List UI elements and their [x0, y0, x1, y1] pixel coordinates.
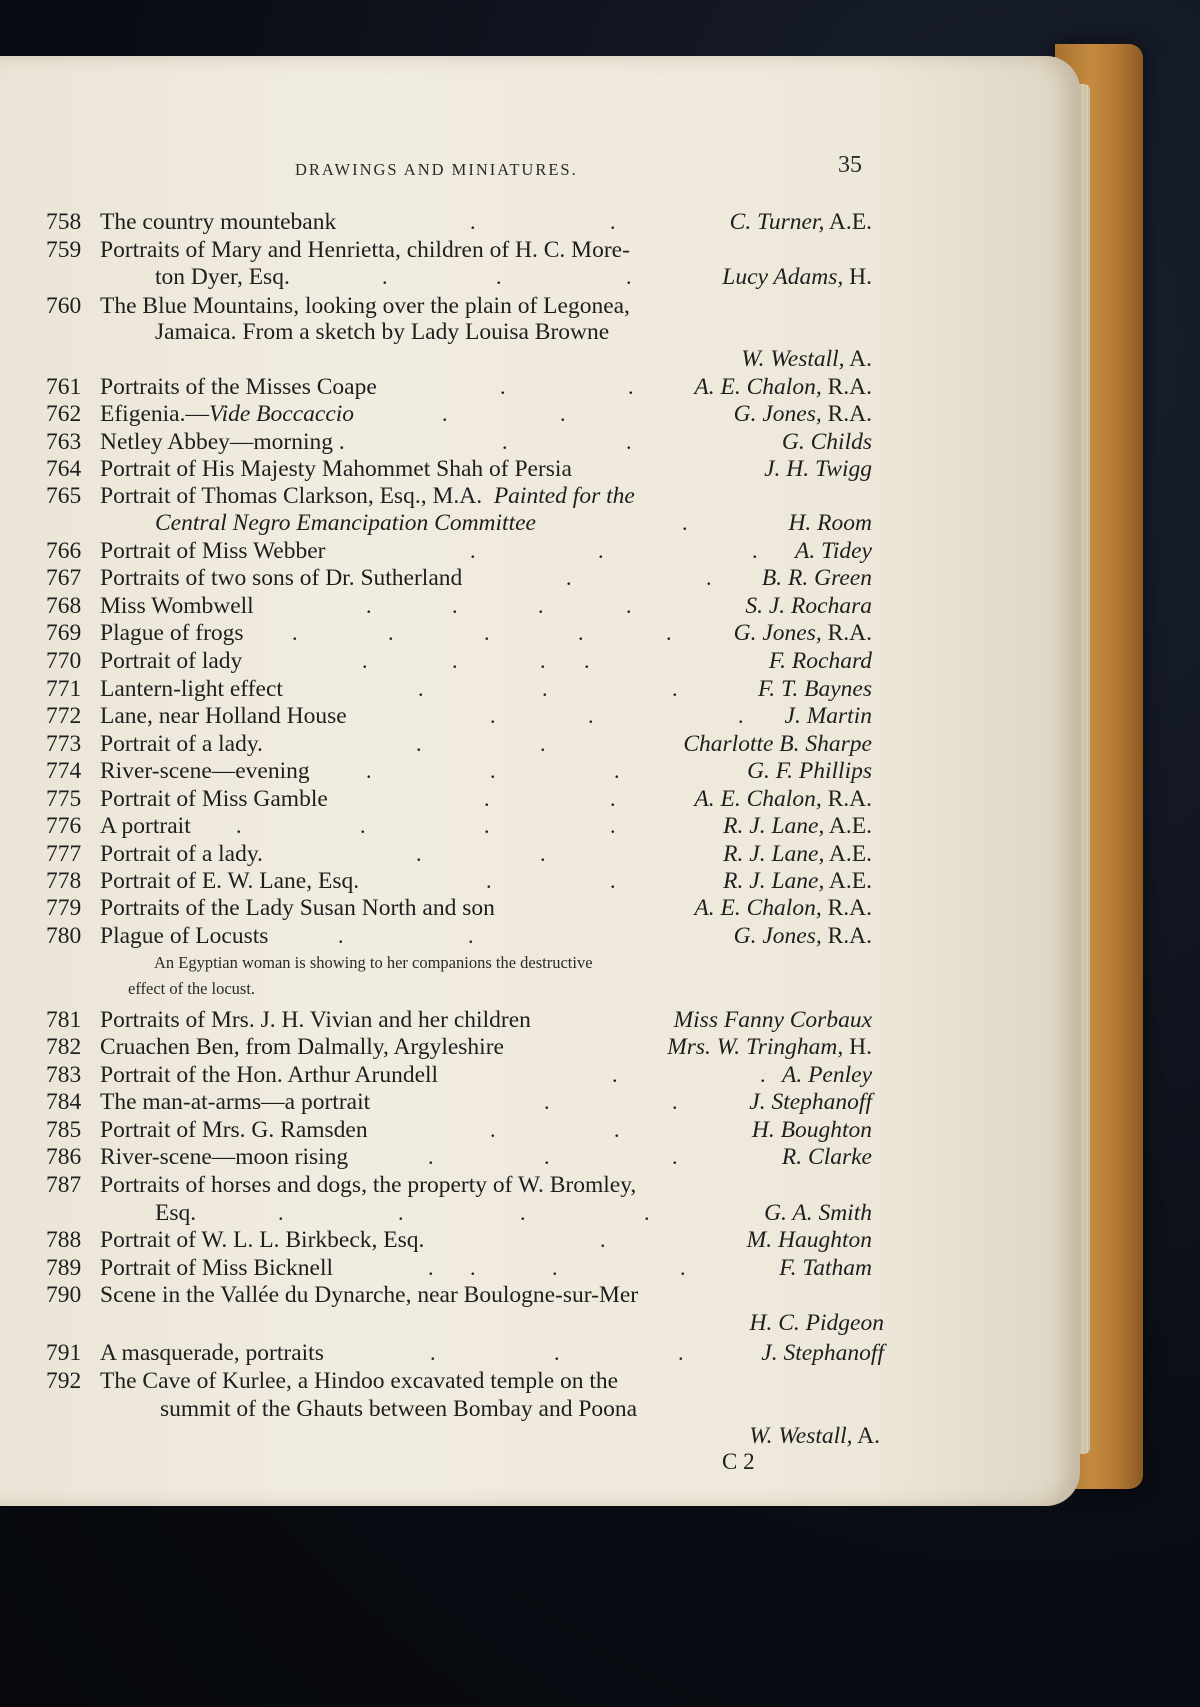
entry-artist: J. H. Twigg — [764, 456, 872, 482]
entry-title-continued: Central Negro Emancipation Committee — [155, 510, 536, 536]
entry-continuation: Esq. . . . . G. A. Smith — [155, 1200, 872, 1226]
entry-artist-line — [0, 1308, 1080, 1338]
catalogue-entry: 773 Portrait of a lady. . . Charlotte B. Sharpe — [46, 731, 872, 757]
catalogue-entry — [0, 235, 1080, 265]
entry-artist: Lucy Adams, H. — [722, 264, 872, 290]
entry-title: Portrait of Miss Webber — [100, 538, 326, 564]
entry-artist: R. J. Lane, A.E. — [723, 841, 872, 867]
entry-title: Portrait of W. L. L. Birkbeck, Esq. — [100, 1227, 425, 1253]
entry-number: 761 — [46, 374, 82, 400]
catalogue-entry: 774 River-scene—evening . . . G. F. Phillips — [46, 758, 872, 784]
signature-mark: C 2 — [722, 1449, 755, 1474]
entry-title: Portrait of the Hon. Arthur Arundell — [100, 1062, 439, 1088]
entry-title: Portrait of Miss Bicknell — [100, 1255, 334, 1281]
entry-number: 783 — [46, 1062, 82, 1088]
entry-title: Portrait of Thomas Clarkson, Esq., M.A. Painted for the — [100, 483, 635, 509]
catalogue-entry: 771 Lantern-light effect . . . F. T. Baynes — [46, 676, 872, 702]
page-number: 35 — [838, 152, 862, 178]
entry-title: The country mountebank — [100, 209, 337, 235]
entry-title: Lane, near Holland House — [100, 703, 347, 729]
catalogue-entry: 775 Portrait of Miss Gamble . . A. E. Chalon, R.A. — [46, 786, 872, 812]
entry-number: 766 — [46, 538, 82, 564]
entry-artist: A. Tidey — [794, 538, 872, 564]
catalogue-entry — [0, 1280, 1080, 1310]
entry-continuation — [0, 317, 1080, 347]
entry-number: 785 — [46, 1117, 82, 1143]
entry-artist: M. Haughton — [746, 1227, 872, 1253]
entry-number: 760 — [46, 293, 82, 319]
entry-artist: S. J. Rochara — [745, 593, 872, 619]
entry-artist-line — [0, 1421, 1080, 1451]
catalogue-entry: 777 Portrait of a lady. . . R. J. Lane, A.E. — [46, 841, 872, 867]
catalogue-entry — [0, 454, 1080, 484]
entry-title: Portraits of Mrs. J. H. Vivian and her children — [100, 1007, 531, 1033]
catalogue-entry: 770 Portrait of lady . . . . F. Rochard — [46, 648, 872, 674]
entry-title: River-scene—evening — [100, 758, 310, 784]
entry-title: Lantern-light effect — [100, 676, 283, 702]
entry-title: Miss Wombwell — [100, 593, 254, 619]
entry-title: Portrait of a lady. — [100, 841, 263, 867]
entry-artist: H. Boughton — [751, 1117, 872, 1143]
entry-artist: F. Rochard — [768, 648, 872, 674]
catalogue-entry: 778 Portrait of E. W. Lane, Esq. . . R. J. Lane, A.E. — [46, 868, 872, 894]
entry-number: 792 — [46, 1368, 82, 1394]
entry-title: Portraits of horses and dogs, the property of W. Bromley, — [100, 1172, 637, 1198]
entry-number: 789 — [46, 1255, 82, 1281]
entry-artist: G. Jones, R.A. — [733, 923, 872, 949]
entry-title: Portraits of two sons of Dr. Sutherland — [100, 565, 463, 591]
entry-artist: G. F. Phillips — [747, 758, 872, 784]
entry-artist: A. E. Chalon, R.A. — [694, 895, 872, 921]
catalogue-entry: 785 Portrait of Mrs. G. Ramsden . . H. Boughton — [46, 1117, 872, 1143]
entry-artist: Mrs. W. Tringham, H. — [667, 1034, 872, 1060]
entry-number: 778 — [46, 868, 82, 894]
entry-artist: H. C. Pidgeon — [749, 1310, 884, 1336]
entry-artist: A. E. Chalon, R.A. — [694, 786, 872, 812]
entry-artist: R. Clarke — [781, 1144, 872, 1170]
entry-note-line: An Egyptian woman is showing to her companions the destructive — [154, 953, 593, 972]
entry-number: 788 — [46, 1227, 82, 1253]
running-head: DRAWINGS AND MINIATURES. — [295, 160, 578, 179]
entry-number: 782 — [46, 1034, 82, 1060]
entry-title: Plague of frogs — [100, 620, 244, 646]
entry-title: Portraits of Mary and Henrietta, children of H. C. More- — [100, 237, 630, 263]
entry-number: 771 — [46, 676, 82, 702]
entry-title: A masquerade, portraits — [100, 1340, 324, 1366]
entry-number: 786 — [46, 1144, 82, 1170]
entry-number: 774 — [46, 758, 82, 784]
catalogue-entry: 789 Portrait of Miss Bicknell . . . . F. Tatham — [46, 1255, 872, 1281]
entry-number: 773 — [46, 731, 82, 757]
entry-title: Efigenia.—Vide Boccaccio — [100, 401, 355, 427]
entry-number: 769 — [46, 620, 82, 646]
entry-title: Portraits of the Lady Susan North and son — [100, 895, 495, 921]
entry-title-continued: Esq. — [155, 1200, 197, 1226]
entry-number: 767 — [46, 565, 82, 591]
entry-number: 765 — [46, 483, 82, 509]
entry-title-continued: Jamaica. From a sketch by Lady Louisa Browne — [155, 319, 610, 345]
entry-title: The Cave of Kurlee, a Hindoo excavated temple on the — [100, 1368, 619, 1394]
catalogue-entry: 791 A masquerade, portraits . . . J. Stephanoff — [46, 1340, 884, 1366]
entry-artist: Miss Fanny Corbaux — [673, 1007, 872, 1033]
entry-artist: F. Tatham — [779, 1255, 872, 1281]
catalogue-entry — [0, 1005, 1080, 1035]
entry-number: 772 — [46, 703, 82, 729]
entry-number: 779 — [46, 895, 82, 921]
catalogue-entry: 767 Portraits of two sons of Dr. Sutherland . . B. R. Green — [46, 565, 872, 591]
catalogue-entry: 783 Portrait of the Hon. Arthur Arundell . . A. Penley — [46, 1062, 872, 1088]
entry-title: Scene in the Vallée du Dynarche, near Boulogne-sur-Mer — [100, 1282, 639, 1308]
entry-artist: H. Room — [788, 510, 872, 536]
catalogue-entry: 786 River-scene—moon rising . . . R. Clarke — [46, 1144, 872, 1170]
entry-title: Plague of Locusts — [100, 923, 269, 949]
entry-title: The Blue Mountains, looking over the plain of Legonea, — [100, 293, 630, 319]
entry-artist: W. Westall, A. — [741, 346, 872, 372]
entry-title: Portrait of Miss Gamble — [100, 786, 328, 812]
entry-artist: C. Turner, A.E. — [729, 209, 872, 235]
entry-title: Portrait of Mrs. G. Ramsden — [100, 1117, 368, 1143]
catalogue-entry: 772 Lane, near Holland House . . . J. Martin — [46, 703, 872, 729]
catalogue-entry: 776 A portrait . . . . R. J. Lane, A.E. — [46, 813, 872, 839]
entry-number: 763 — [46, 429, 82, 455]
entry-number: 780 — [46, 923, 82, 949]
entry-artist: G. Jones, R.A. — [733, 620, 872, 646]
entry-artist: R. J. Lane, A.E. — [723, 813, 872, 839]
entry-title-continued: ton Dyer, Esq. — [155, 264, 290, 290]
entry-title: Cruachen Ben, from Dalmally, Argyleshire — [100, 1034, 504, 1060]
entry-artist: R. J. Lane, A.E. — [723, 868, 872, 894]
entry-continuation: Central Negro Emancipation Committee . H. Room — [155, 510, 872, 536]
catalogue-entry: 766 Portrait of Miss Webber . . . A. Tidey — [46, 538, 872, 564]
entry-artist: G. Childs — [781, 429, 872, 455]
entry-number: 776 — [46, 813, 82, 839]
entry-artist: J. Stephanoff — [749, 1089, 872, 1115]
entry-title: Portraits of the Misses Coape — [100, 374, 377, 400]
entry-title: The man-at-arms—a portrait — [100, 1089, 371, 1115]
catalogue-entry: 768 Miss Wombwell . . . . S. J. Rochara — [46, 593, 872, 619]
entry-artist-line — [0, 344, 1080, 374]
entry-artist: F. T. Baynes — [757, 676, 872, 702]
catalogue-entry: 788 Portrait of W. L. L. Birkbeck, Esq. . M. Haughton — [46, 1227, 872, 1253]
entry-artist: J. Stephanoff — [761, 1340, 884, 1366]
entry-title: Portrait of a lady. — [100, 731, 263, 757]
entry-number: 775 — [46, 786, 82, 812]
entry-title: A portrait — [100, 813, 191, 839]
entry-number: 787 — [46, 1172, 82, 1198]
catalogue-entry: 769 Plague of frogs . . . . . G. Jones, R.A. — [46, 620, 872, 646]
entry-title-continued: summit of the Ghauts between Bombay and Poona — [160, 1396, 638, 1422]
catalogue-entry — [0, 1366, 1080, 1396]
entry-note-line: effect of the locust. — [128, 979, 256, 998]
entry-number: 759 — [46, 237, 82, 263]
catalogue-entry: 784 The man-at-arms—a portrait . . J. Stephanoff — [46, 1089, 872, 1115]
entry-title: River-scene—moon rising — [100, 1144, 349, 1170]
catalogue-entry — [0, 481, 1080, 511]
catalogue-entry: 762 Efigenia.—Vide Boccaccio . . G. Jones, R.A. — [46, 401, 872, 427]
catalogue-entry — [0, 1032, 1080, 1062]
entry-number: 768 — [46, 593, 82, 619]
entry-artist: A. Penley — [781, 1062, 872, 1088]
entry-title: Portrait of lady — [100, 648, 243, 674]
catalogue-entry — [0, 1170, 1080, 1200]
entry-continuation — [0, 1394, 1080, 1424]
entry-number: 758 — [46, 209, 82, 235]
catalogue-entry: 780 Plague of Locusts . . G. Jones, R.A. — [46, 923, 872, 949]
entry-number: 762 — [46, 401, 82, 427]
catalogue-entry: 761 Portraits of the Misses Coape . . A. E. Chalon, R.A. — [46, 374, 872, 400]
entry-artist: J. Martin — [784, 703, 872, 729]
entry-artist: B. R. Green — [761, 565, 872, 591]
catalogue-entry: 763 Netley Abbey—morning . . . G. Childs — [46, 429, 872, 455]
entry-number: 781 — [46, 1007, 82, 1033]
entry-artist: G. A. Smith — [764, 1200, 872, 1226]
entry-artist: Charlotte B. Sharpe — [683, 731, 872, 757]
entry-number: 791 — [46, 1340, 82, 1366]
entry-artist: W. Westall, A. — [749, 1423, 880, 1449]
entry-number: 770 — [46, 648, 82, 674]
entry-title: Netley Abbey—morning . — [100, 429, 345, 455]
entry-title: Portrait of E. W. Lane, Esq. — [100, 868, 360, 894]
entry-number: 764 — [46, 456, 82, 482]
entry-number: 790 — [46, 1282, 82, 1308]
entry-artist: A. E. Chalon, R.A. — [694, 374, 872, 400]
catalogue-entry — [0, 893, 1080, 923]
entry-artist: G. Jones, R.A. — [733, 401, 872, 427]
entry-number: 777 — [46, 841, 82, 867]
entry-title: Portrait of His Majesty Mahommet Shah of Persia — [100, 456, 572, 482]
entry-number: 784 — [46, 1089, 82, 1115]
entry-continuation: ton Dyer, Esq. . . . Lucy Adams, H. — [155, 264, 872, 290]
catalogue-entry: 758 The country mountebank . . C. Turner, A.E. — [46, 209, 872, 235]
